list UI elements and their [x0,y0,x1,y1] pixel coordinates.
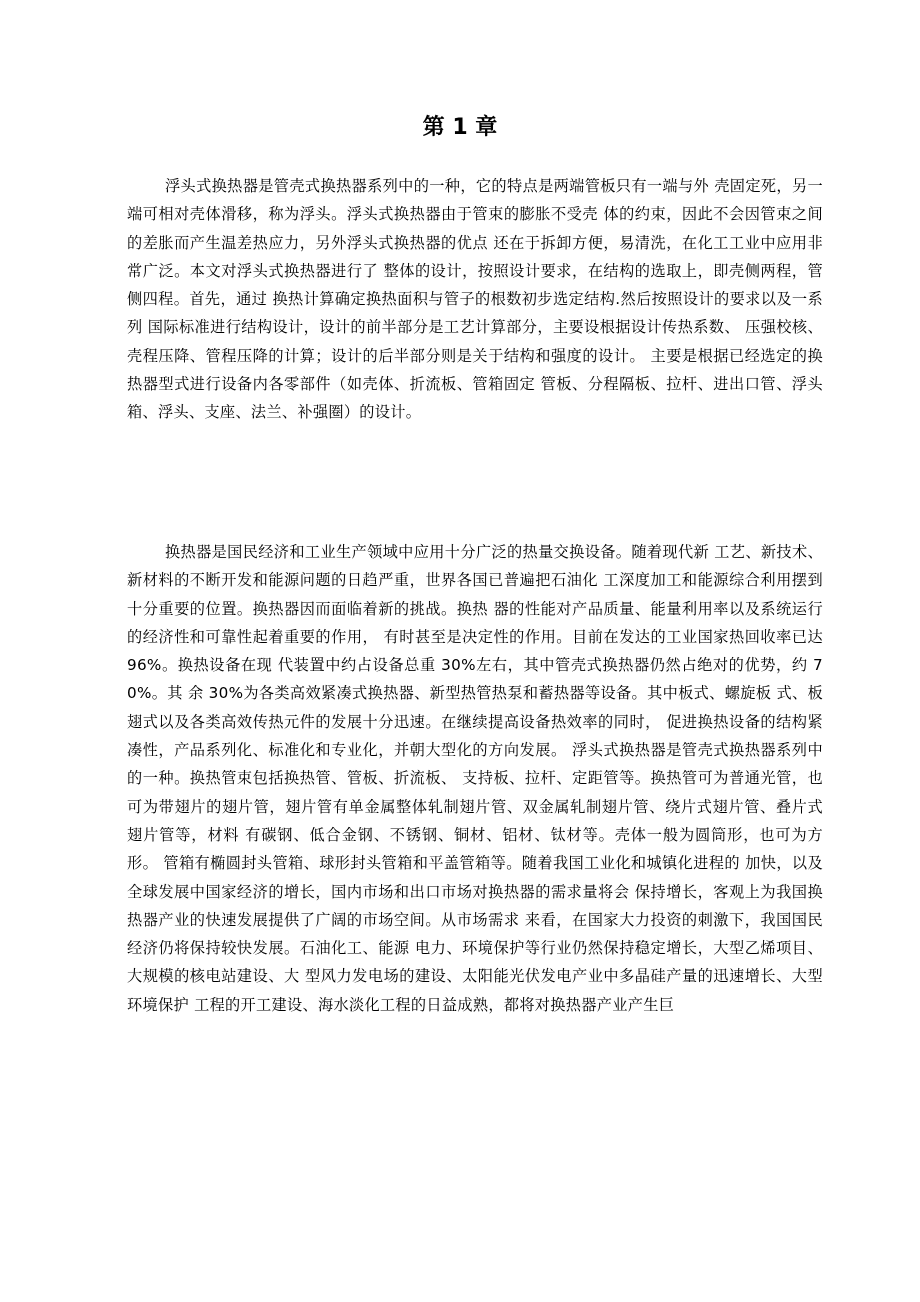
body-paragraph-2: 换热器是国民经济和工业生产领域中应用十分广泛的热量交换设备。随着现代新 工艺、新技术、新材料的不断开发和能源问题的日趋严重，世界各国已普遍把石油化 工深度加工和能源综合利用摆到十分重要的位置。换热器因而面临着新的挑战。换热 器的性能对产品质量、能量利用率以及系统运行的经济性和可靠性起着重要的作用， 有时甚至是决定性的作用。目前在发达的工业国家热回收率已达 96%。换热设备在现 代装置中约占设备总重 30%左右，其中管壳式换热器仍然占绝对的优势，约 70%。其 余 30%为各类高效紧凑式换热器、新型热管热泵和蓄热器等设备。其中板式、螺旋板 式、板翅式以及各类高效传热元件的发展十分迅速。在继续提高设备热效率的同时， 促进换热设备的结构紧凑性，产品系列化、标准化和专业化，并朝大型化的方向发展。 浮头式换热器是管壳式换热器系列中的一种。换热管束包括换热管、管板、折流板、 支持板、拉杆、定距管等。换热管可为普通光管，也可为带翅片的翅片管，翅片管有单金属整体轧制翅片管、双金属轧制翅片管、绕片式翅片管、叠片式翅片管等，材料 有碳钢、低合金钢、不锈钢、铜材、铝材、钛材等。壳体一般为圆筒形，也可为方形。 管箱有椭圆封头管箱、球形封头管箱和平盖管箱等。随着我国工业化和城镇化进程的 加快，以及全球发展中国家经济的增长，国内市场和出口市场对换热器的需求量将会 保持增长，客观上为我国换热器产业的快速发展提供了广阔的市场空间。从市场需求 来看，在国家大力投资的刺激下，我国国民经济仍将保持较快发展。石油化工、能源 电力、环境保护等行业仍然保持稳定增长，大型乙烯项目、大规模的核电站建设、大 型风力发电场的建设、太阳能光伏发电产业中多晶硅产量的迅速增长、大型环境保护 工程的开工建设、海水淡化工程的日益成熟，都将对换热器产业产生巨 [127,543,823,1014]
body-paragraph-1: 浮头式换热器是管壳式换热器系列中的一种，它的特点是两端管板只有一端与外 壳固定死，另一端可相对壳体滑移，称为浮头。浮头式换热器由于管束的膨胀不受壳 体的约束，因此不会因管束之间的差胀而产生温差热应力，另外浮头式换热器的优点 还在于拆卸方便，易清洗，在化工工业中应用非常广泛。本文对浮头式换热器进行了 整体的设计，按照设计要求，在结构的选取上，即壳侧两程，管侧四程。首先，通过 换热计算确定换热面积与管子的根数初步选定结构.然后按照设计的要求以及一系列 国际标准进行结构设计，设计的前半部分是工艺计算部分，主要设根据设计传热系数、 压强校核、壳程压降、管程压降的计算；设计的后半部分则是关于结构和强度的设计。 主要是根据已经选定的换热器型式进行设备内各零部件（如壳体、折流板、管箱固定 管板、分程隔板、拉杆、进出口管、浮头箱、浮头、支座、法兰、补强圈）的设计。 [127,177,823,422]
chapter-title: 第 1 章 [422,115,498,140]
